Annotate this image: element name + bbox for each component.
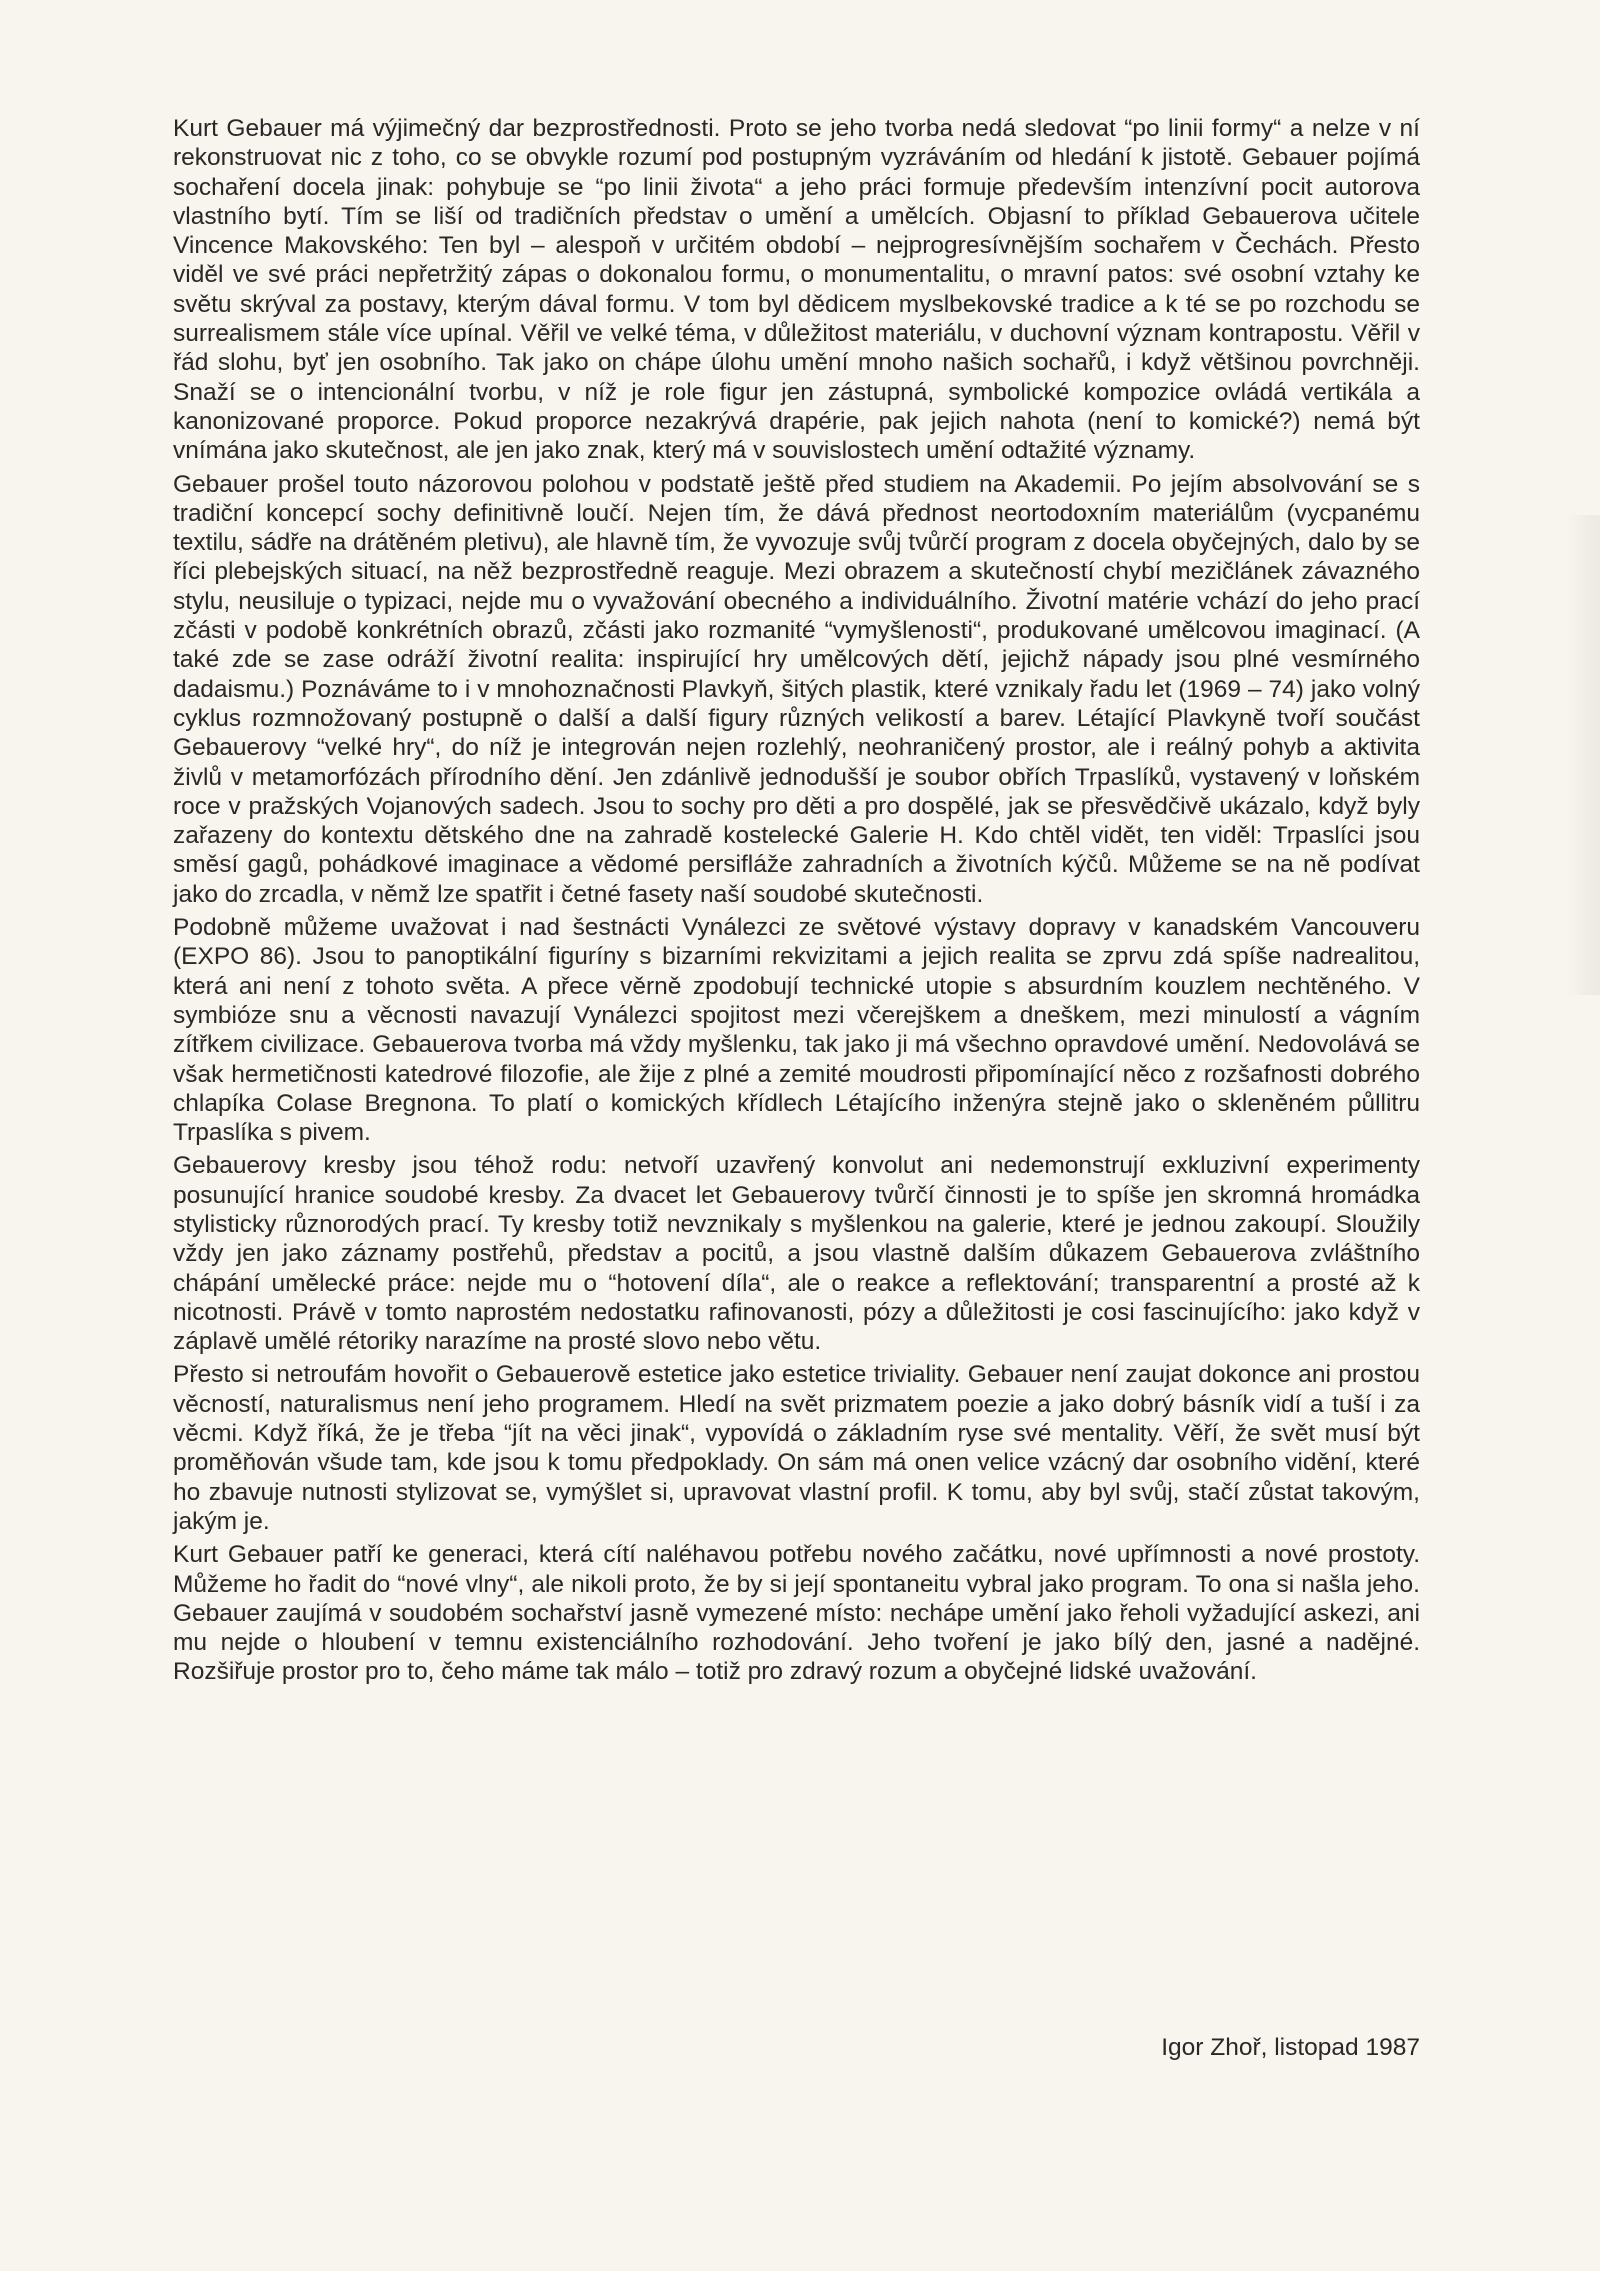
page-shadow [1565, 515, 1600, 995]
paragraph-5: Přesto si netroufám hovořit o Gebauerově estetice jako estetice triviality. Gebauer není zaujat dokonce ani prostou věcností, naturalismus není jeho programem. Hledí na svět prizmatem poezie a jako dobrý básník vidí a tuší i za věcmi. Když říká, že je třeba “jít na věci jinak“, vypovídá o základním ryse své mentality. Věří, že svět musí být proměňován všude tam, kde jsou k tomu předpoklady. On sám má onen velice vzácný dar osobního vidění, které ho zbavuje nutnosti stylizovat se, vymýšlet si, upravovat vlastní profil. K tomu, aby byl svůj, stačí zůstat takovým, jakým je. [173, 1361, 1420, 1535]
paragraph-4: Gebauerovy kresby jsou téhož rodu: netvoří uzavřený konvolut ani nedemonstrují exkluzivní experimenty posunující hranice soudobé kresby. Za dvacet let Gebauerovy tvůrčí činnosti je to spíše jen skromná hromádka stylisticky různorodých prací. Ty kresby totiž nevznikaly s myšlenkou na galerie, které je jednou zakoupí. Sloužily vždy jen jako záznamy postřehů, představ a pocitů, a jsou vlastně dalším důkazem Gebauerova zvláštního chápání umělecké práce: nejde mu o “hotovení díla“, ale o reakce a reflektování; transparentní a prosté až k nicotnosti. Právě v tomto naprostém nedostatku rafinovanosti, pózy a důležitosti je cosi fascinujícího: jako když v záplavě umělé rétoriky narazíme na prosté slovo nebo větu. [173, 1152, 1420, 1356]
paragraph-2: Gebauer prošel touto názorovou polohou v podstatě ještě před studiem na Akademii. Po jejím absolvování se s tradiční koncepcí sochy definitivně loučí. Nejen tím, že dává přednost neortodoxním materiálům (vycpanému textilu, sádře na drátěném pletivu), ale hlavně tím, že vyvozuje svůj tvůrčí program z docela obyčejných, dalo by se říci plebejských situací, na něž bezprostředně reaguje. Mezi obrazem a skutečností chybí mezičlánek závazného stylu, neusiluje o typizaci, nejde mu o vyvažování obecného a individuálního. Životní matérie vchází do jeho prací zčásti v podobě konkrétních obrazů, zčásti jako rozmanité “vymyšlenosti“, produkované umělcovou imaginací. (A také zde se zase odráží životní realita: inspirující hry umělcových dětí, jejichž nápady jsou plné vesmírného dadaismu.) Poznáváme to i v mnohoznačnosti Plavkyň, šitých plastik, které vznikaly řadu let (1969 – 74) jako volný cyklus rozmnožovaný postupně o další a další figury různých velikostí a barev. Létající Plavkyně tvoří součást Gebauerovy “velké hry“, do níž je integrován nejen rozlehlý, neohraničený prostor, ale i reálný pohyb a aktivita živlů v metamorfózách přírodního dění. Jen zdánlivě jednodušší je soubor obřích Trpaslíků, vystavený v loňském roce v pražských Vojanových sadech. Jsou to sochy pro děti a pro dospělé, jak se přesvědčivě ukázalo, když byly zařazeny do kontextu dětského dne na zahradě kostelecké Galerie H. Kdo chtěl vidět, ten viděl: Trpaslíci jsou směsí gagů, pohádkové imaginace a vědomé persifláže zahradních a životních kýčů. Můžeme se na ně podívat jako do zrcadla, v němž lze spatřit i četné fasety naší soudobé skutečnosti. [173, 470, 1420, 908]
paragraph-1: Kurt Gebauer má výjimečný dar bezprostřednosti. Proto se jeho tvorba nedá sledovat “po linii formy“ a nelze v ní rekonstruovat nic z toho, co se obvykle rozumí pod postupným vyzráváním od hledání k jistotě. Gebauer pojímá sochaření docela jinak: pohybuje se “po linii života“ a jeho práci formuje především intenzívní pocit autorova vlastního bytí. Tím se liší od tradičních představ o umění a umělcích. Objasní to příklad Gebauerova učitele Vincence Makovského: Ten byl – alespoň v určitém období – nejprogresívnějším sochařem v Čechách. Přesto viděl ve své práci nepřetržitý zápas o dokonalou formu, o monumentalitu, o mravní patos: své osobní vztahy ke světu skrýval za postavy, kterým dával formu. V tom byl dědicem myslbekovské tradice a k té se po rozchodu se surrealismem stále více upínal. Věřil ve velké téma, v důležitost materiálu, v duchovní význam kontrapostu. Věřil v řád slohu, byť jen osobního. Tak jako on chápe úlohu umění mnoho našich sochařů, i když většinou povrchněji. Snaží se o intencionální tvorbu, v níž je role figur jen zástupná, symbolické kompozice ovládá vertikála a kanonizované proporce. Pokud proporce nezakrývá drapérie, pak jejich nahota (není to komické?) nemá být vnímána jako skutečnost, ale jen jako znak, který má v souvislostech umění odtažité významy. [173, 115, 1420, 465]
paragraph-6: Kurt Gebauer patří ke generaci, která cítí naléhavou potřebu nového začátku, nové upřímnosti a nové prostoty. Můžeme ho řadit do “nové vlny“, ale nikoli proto, že by si její spontaneitu vybral jako program. To ona si našla jeho. Gebauer zaujímá v soudobém sochařství jasně vymezené místo: nechápe umění jako řeholi vyžadující askezi, ani mu nejde o hloubení v temnu existenciálního rozhodování. Jeho tvoření je jako bílý den, jasné a nadějné. Rozšiřuje prostor pro to, čeho máme tak málo – totiž pro zdravý rozum a obyčejné lidské uvažování. [173, 1541, 1420, 1686]
article-body [173, 114, 1420, 1691]
author-signature: Igor Zhoř, listopad 1987 [1161, 2034, 1420, 2061]
paragraph-3: Podobně můžeme uvažovat i nad šestnácti Vynálezci ze světové výstavy dopravy v kanadském Vancouveru (EXPO 86). Jsou to panoptikální figuríny s bizarními rekvizitami a jejich realita se zprvu zdá spíše nadrealitou, která ani není z tohoto světa. A přece věrně zpodobují technické utopie s absurdním kouzlem nechtěného. V symbióze snu a věcnosti navazují Vynálezci spojitost mezi včerejškem a dneškem, mezi minulostí a vágním zítřkem civilizace. Gebauerova tvorba má vždy myšlenku, tak jako ji má všechno opravdové umění. Nedovolává se však hermetičnosti katedrové filozofie, ale žije z plné a zemité moudrosti připomínající něco z rozšafnosti dobrého chlapíka Colase Bregnona. To platí o komických křídlech Létajícího inženýra stejně jako o skleněném půllitru Trpaslíka s pivem. [173, 914, 1420, 1147]
